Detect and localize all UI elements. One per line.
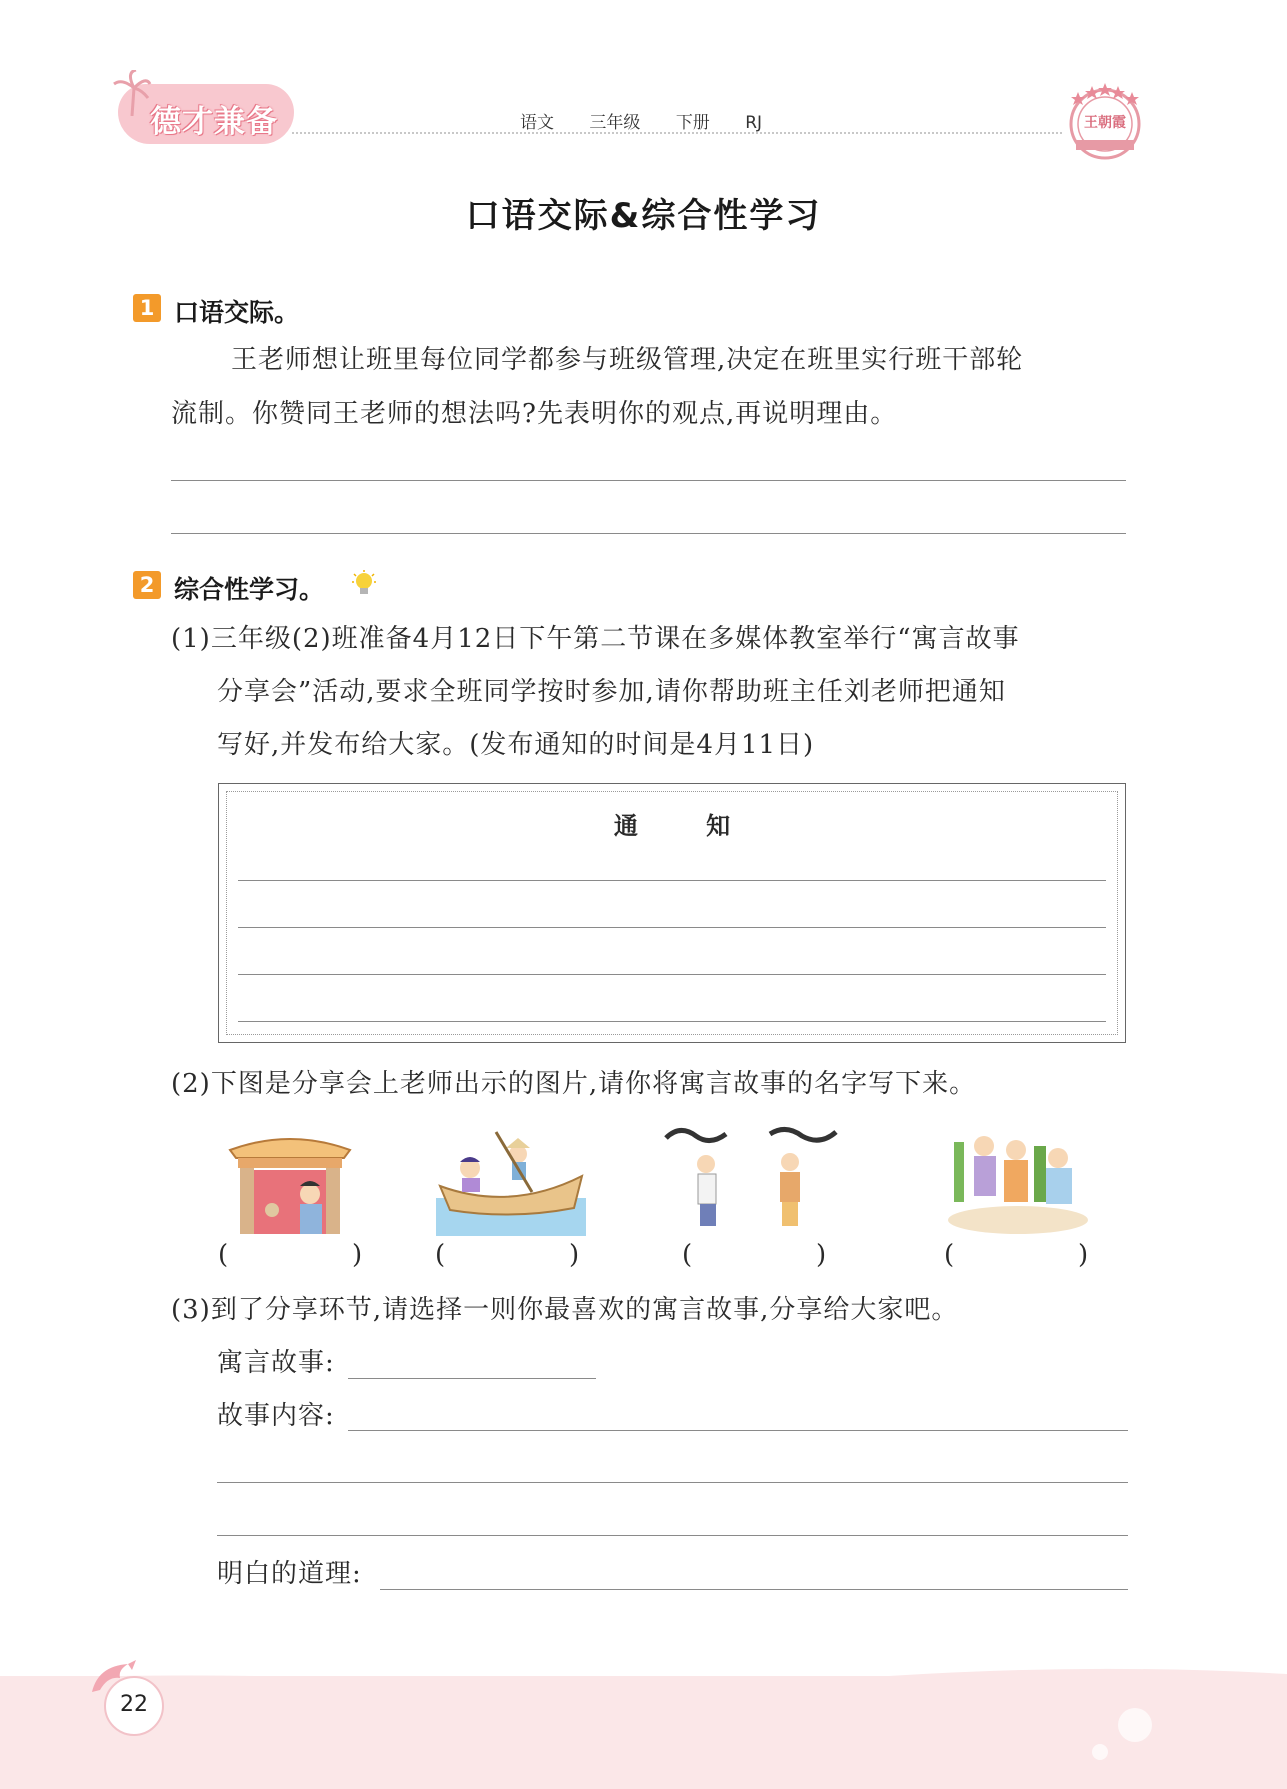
lesson-label: 明白的道理: (217, 1559, 362, 1589)
section-2-heading: 综合性学习。 (174, 575, 325, 604)
section-1-number: 1 (133, 294, 161, 322)
q1-line-1: (1)三年级(2)班准备4月12日下午第二节课在多媒体教室举行“寓言故事 (171, 624, 1020, 654)
picture-1-answer[interactable] (234, 1244, 348, 1274)
notice-title: 通 知 (613, 812, 761, 840)
content-answer-line[interactable] (348, 1430, 1128, 1431)
page-title: 口语交际&综合性学习 (465, 196, 822, 236)
q1-line-3: 写好,并发布给大家。(发布通知的时间是4月11日) (217, 730, 815, 760)
answer-line[interactable] (171, 533, 1126, 534)
paren-open: ( (944, 1240, 955, 1270)
header-meta (520, 108, 780, 133)
subject-label: 语文 (520, 113, 554, 133)
section-2-number: 2 (133, 571, 161, 599)
paren-close: ) (569, 1240, 580, 1270)
notice-line[interactable] (238, 1021, 1106, 1022)
section-1-line-2: 流制。你赞同王老师的想法吗?先表明你的观点,再说明理由。 (171, 399, 898, 429)
answer-line[interactable] (171, 480, 1126, 481)
paren-open: ( (435, 1240, 446, 1270)
grade-label: 三年级 (589, 113, 641, 133)
picture-4-answer[interactable] (960, 1244, 1074, 1274)
section-1-line-1: 王老师想让班里每位同学都参与班级管理,决定在班里实行班干部轮 (231, 345, 1024, 375)
dragon-lovers-picture-icon (660, 1124, 846, 1236)
content-answer-line[interactable] (217, 1482, 1128, 1483)
footer-bubble (1118, 1708, 1152, 1742)
notice-line[interactable] (238, 880, 1106, 881)
story-label: 寓言故事: (217, 1348, 335, 1378)
content-answer-line[interactable] (217, 1535, 1128, 1536)
boat-sword-picture-icon (436, 1128, 586, 1236)
notice-line[interactable] (238, 927, 1106, 928)
footer-bubble (1092, 1744, 1108, 1760)
q2-text: (2)下图是分享会上老师出示的图片,请你将寓言故事的名字写下来。 (171, 1069, 977, 1099)
paren-close: ) (352, 1240, 363, 1270)
term-label: 下册 (675, 113, 710, 133)
bamboo-flute-picture-icon (946, 1124, 1090, 1236)
notice-line[interactable] (238, 974, 1106, 975)
story-answer-line[interactable] (348, 1378, 596, 1379)
paren-open: ( (682, 1240, 693, 1270)
paren-open: ( (218, 1240, 229, 1270)
page-number: 22 (120, 1692, 148, 1717)
gatekeeper-picture-icon (226, 1128, 354, 1236)
picture-2-answer[interactable] (451, 1244, 565, 1274)
logo-text: 德才兼备 (150, 104, 278, 140)
paren-close: ) (1078, 1240, 1089, 1270)
paren-close: ) (816, 1240, 827, 1270)
seal-text: 王朝霞 (1084, 115, 1126, 131)
picture-3-answer[interactable] (698, 1244, 812, 1274)
footer-band (0, 1676, 1287, 1789)
palm-tree-icon (112, 70, 152, 116)
edition-label: RJ (745, 113, 763, 133)
lightbulb-icon (352, 570, 376, 598)
section-1-heading: 口语交际。 (174, 298, 300, 327)
lesson-answer-line[interactable] (380, 1589, 1128, 1590)
q3-text: (3)到了分享环节,请选择一则你最喜欢的寓言故事,分享给大家吧。 (171, 1295, 959, 1325)
content-label: 故事内容: (217, 1401, 335, 1431)
q1-line-2: 分享会”活动,要求全班同学按时参加,请你帮助班主任刘老师把通知 (217, 677, 1006, 707)
